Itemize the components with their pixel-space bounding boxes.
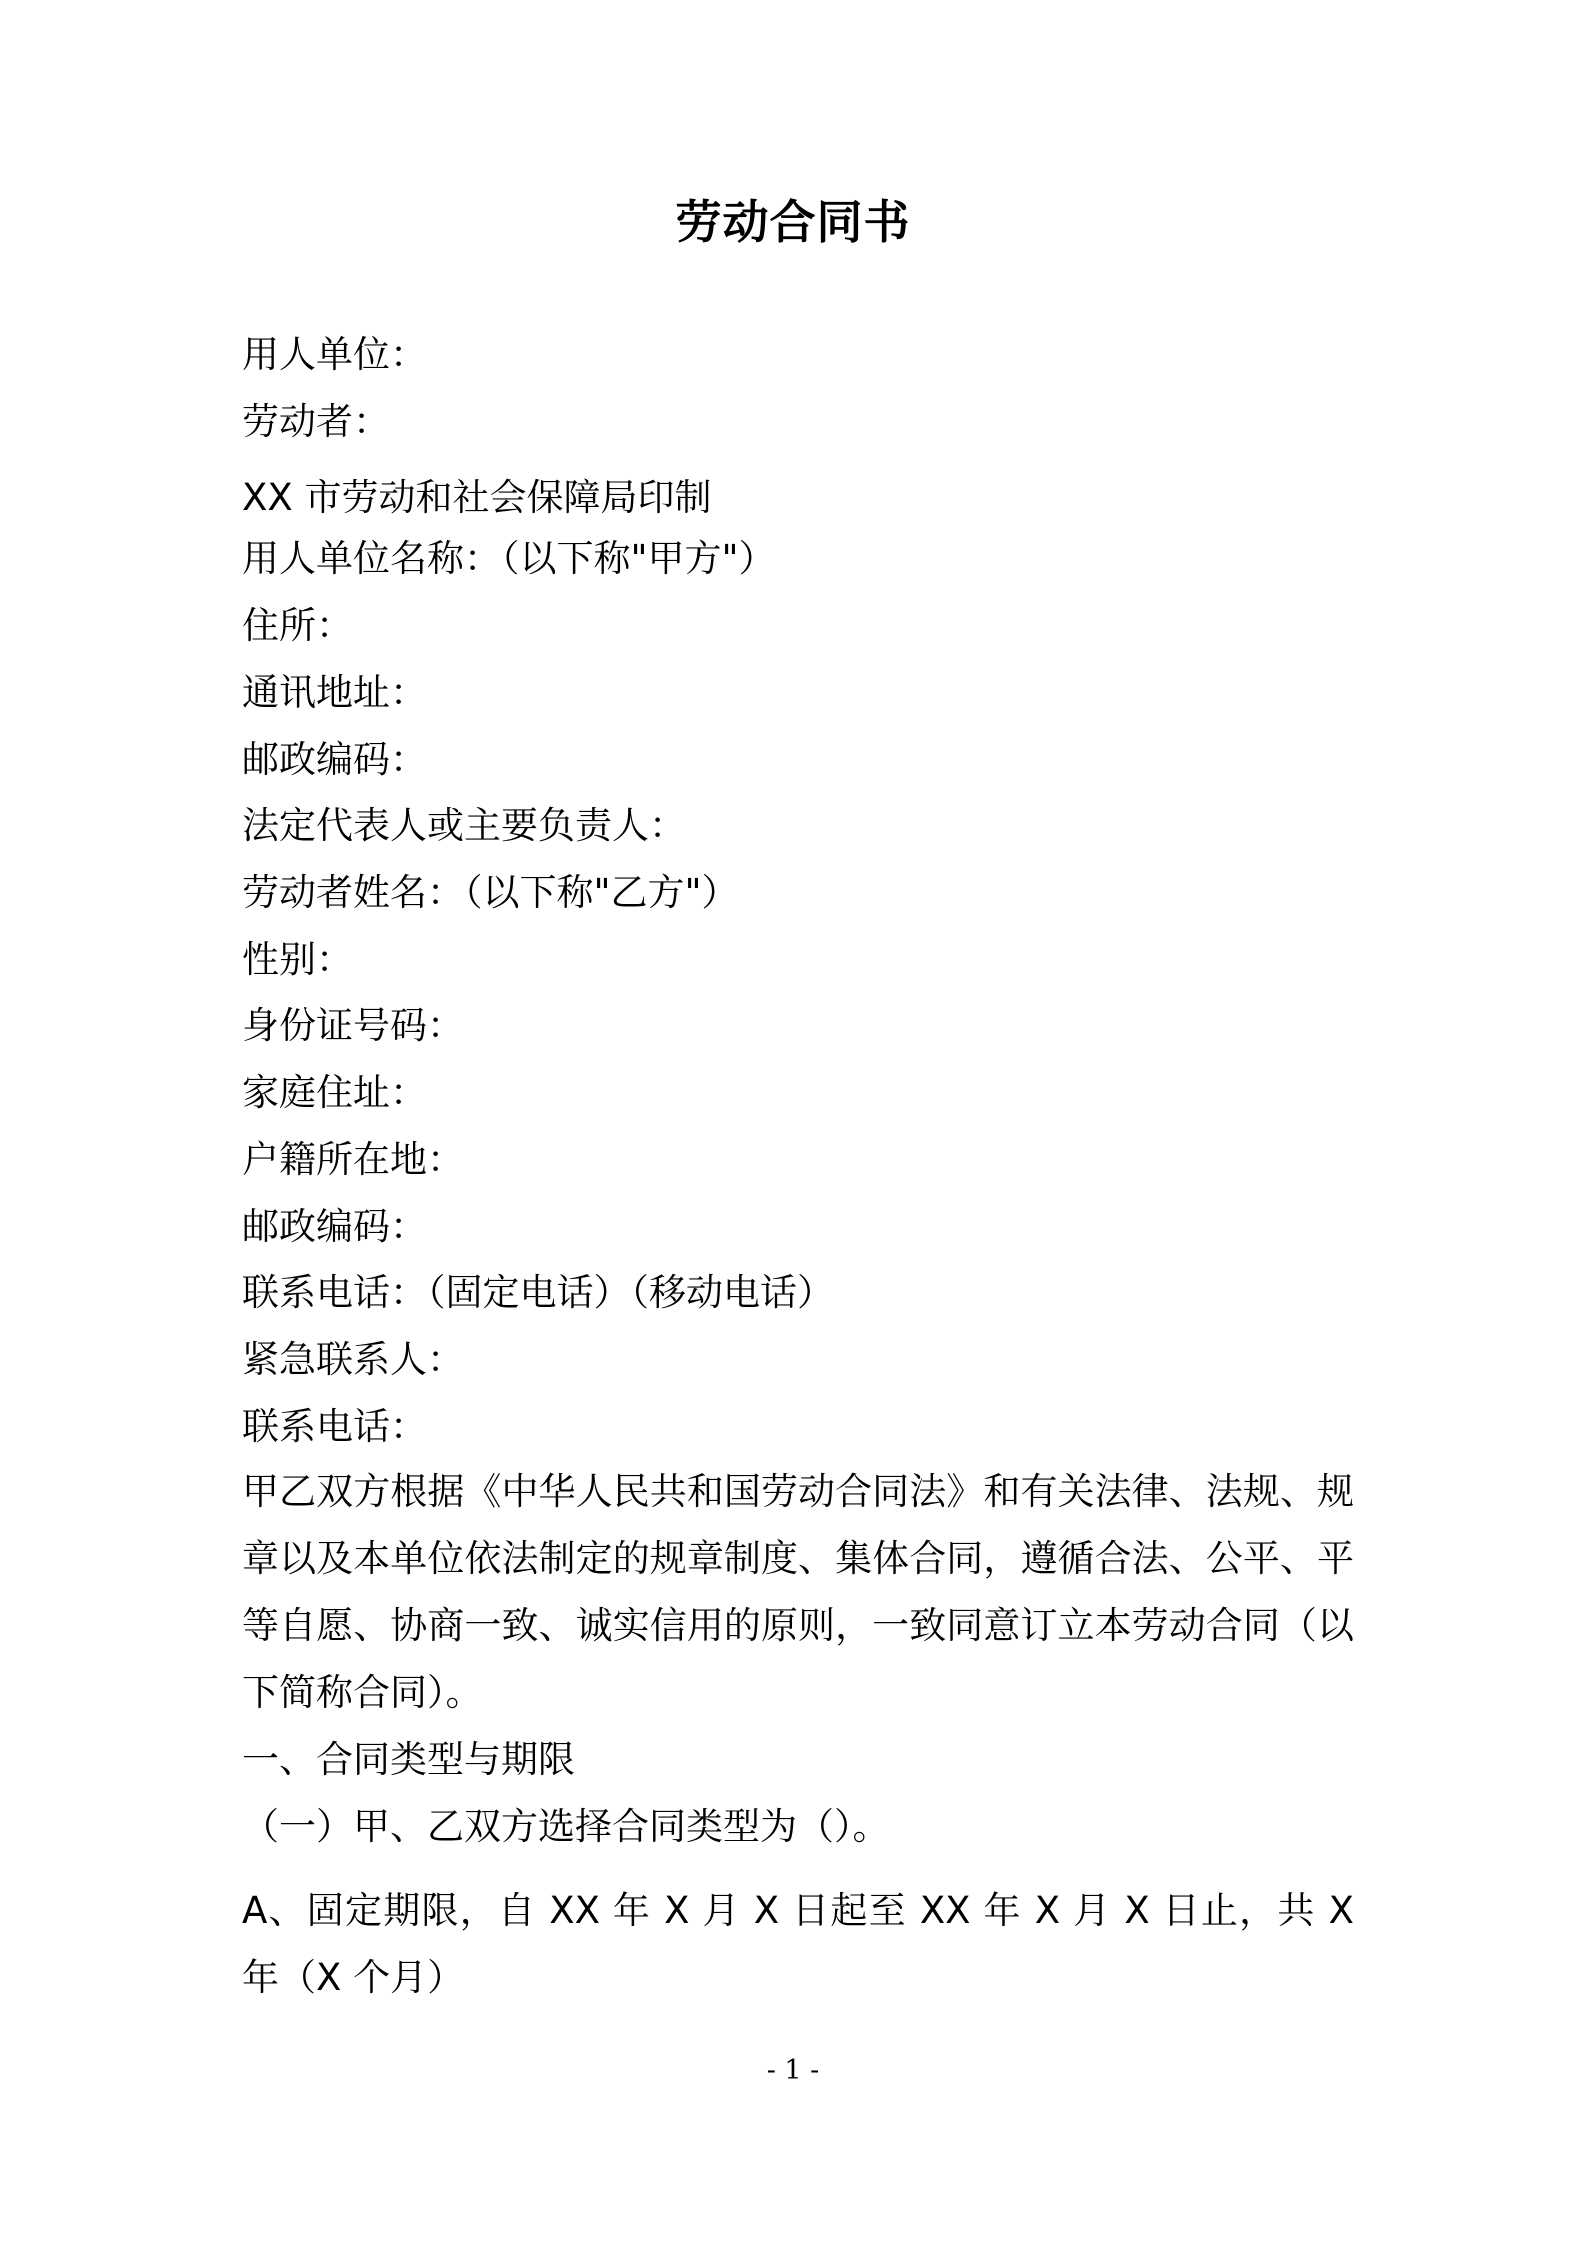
id-number-field: 身份证号码： xyxy=(242,1004,464,1047)
mailing-address-field: 通讯地址： xyxy=(242,671,427,714)
fixed-term-option: A、固定期限，自 XX 年 X 月 X 日起至 XX 年 X 月 X 日止，共 X 年（X 个月） xyxy=(242,1889,1354,1999)
gender-field: 性别： xyxy=(242,938,353,981)
postal-code-field-2: 邮政编码： xyxy=(242,1205,427,1248)
contact-phone-field: 联系电话：（固定电话）（移动电话） xyxy=(242,1271,834,1314)
home-address-field: 家庭住址： xyxy=(242,1071,427,1114)
section-heading: 一、合同类型与期限 xyxy=(242,1738,575,1781)
legal-representative-field: 法定代表人或主要负责人： xyxy=(242,804,686,847)
employer-name-field: 用人单位名称：（以下称"甲方"） xyxy=(242,537,776,580)
residence-field: 住所： xyxy=(242,604,353,647)
postal-code-field: 邮政编码： xyxy=(242,738,427,781)
printed-by: XX 市劳动和社会保障局印制 xyxy=(242,476,712,519)
preamble-paragraph: 甲乙双方根据《中华人民共和国劳动合同法》和有关法律、法规、规章以及本单位依法制定的规章制度、集体合同，遵循合法、公平、平等自愿、协商一致、诚实信用的原则，一致同意订立本劳动合同（以下简称合同）。 xyxy=(242,1470,1354,1714)
worker-name-field: 劳动者姓名：（以下称"乙方"） xyxy=(242,871,739,914)
emergency-contact-field: 紧急联系人： xyxy=(242,1338,464,1381)
page-number: - 1 - xyxy=(766,2055,820,2086)
employer-label: 用人单位： xyxy=(242,333,427,376)
contract-type-clause: （一）甲、乙双方选择合同类型为（）。 xyxy=(242,1805,890,1848)
document-title: 劳动合同书 xyxy=(675,195,911,249)
worker-label: 劳动者： xyxy=(242,400,390,443)
household-registration-field: 户籍所在地： xyxy=(242,1138,464,1181)
contact-phone-field-2: 联系电话： xyxy=(242,1405,427,1448)
